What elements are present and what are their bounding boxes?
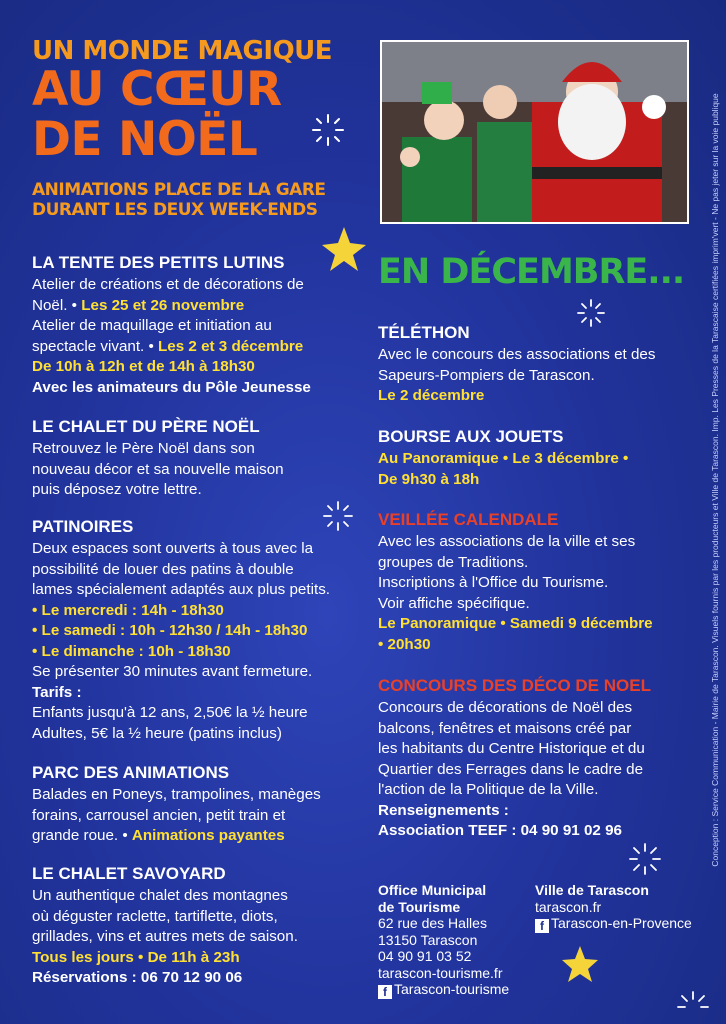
text-line: spectacle vivant. • [32, 337, 159, 355]
text-line: balcons, fenêtres et maisons créé par [378, 719, 632, 737]
schedule-line: • Le samedi : 10h - 12h30 / 14h - 18h30 [32, 622, 308, 639]
header-subtitle-2: DURANT LES DEUX WEEK-ENDS [32, 200, 318, 220]
office-website: tarascon-tourisme.fr [378, 964, 503, 981]
text-line: Adultes, 5€ la ½ heure (patins inclus) [32, 724, 282, 742]
section-parc-animations [32, 762, 340, 847]
star-icon [560, 944, 600, 984]
date-highlight: Le 2 décembre [378, 387, 485, 404]
text-line: Se présenter 30 minutes avant fermeture. [32, 663, 313, 680]
text-line: Sapeurs-Pompiers de Tarascon. [378, 366, 595, 384]
section-chalet-savoyard [32, 863, 340, 989]
text-line: possibilité de louer des patins à double [32, 560, 294, 578]
ville-tarascon-block [535, 882, 695, 933]
text-line: Avec les associations de la ville et ses [378, 533, 636, 550]
renseignements-label: Renseignements : [378, 801, 509, 819]
santa-photo [380, 40, 689, 224]
header-line-1: UN MONDE MAGIQUE [32, 36, 333, 66]
office-address: 13150 Tarascon [378, 931, 478, 948]
sparkle-icon [676, 990, 710, 1024]
text-line: où déguster raclette, tartiflette, diots, [32, 907, 278, 925]
section-tente-lutins [32, 252, 340, 398]
hours-highlight: Tous les jours • De 11h à 23h [32, 948, 240, 966]
text-line: Voir affiche spécifique. [378, 594, 530, 612]
text-line: puis déposez votre lettre. [32, 481, 202, 498]
reservation-phone: Réservations : 06 70 12 90 06 [32, 969, 243, 986]
text-line: Quartier des Ferrages dans le cadre de [378, 760, 644, 778]
text-line: grillades, vins et autres mets de saison. [32, 928, 298, 945]
en-decembre-heading: EN DÉCEMBRE... [378, 252, 685, 292]
text-line: forains, carrousel ancien, petit train et [32, 806, 286, 824]
text-line: groupes de Traditions. [378, 553, 529, 571]
text-line: Avec le concours des associations et des [378, 346, 656, 363]
ville-facebook: Tarascon-en-Provence [551, 915, 692, 931]
text-line: Atelier de maquillage et initiation au [32, 317, 272, 334]
print-credits [710, 40, 724, 920]
hours-highlight: De 9h30 à 18h [378, 470, 480, 488]
date-highlight: Le Panoramique • Samedi 9 décembre [378, 615, 653, 632]
text-line: Balades en Poneys, trampolines, manèges [32, 786, 321, 803]
text-line: Deux espaces sont ouverts à tous avec la [32, 540, 314, 557]
contact-phone: Association TEEF : 04 90 91 02 96 [378, 822, 622, 839]
tarifs-label: Tarifs : [32, 683, 82, 701]
section-title: LA TENTE DES PETITS LUTINS [32, 253, 285, 272]
section-concours-deco [378, 675, 688, 842]
section-title: TÉLÉTHON [378, 323, 470, 342]
section-patinoires [32, 516, 340, 744]
text-line: Inscriptions à l'Office du Tourisme. [378, 574, 609, 591]
section-title: LE CHALET DU PÈRE NOËL [32, 417, 260, 436]
office-facebook: Tarascon-tourisme [394, 981, 510, 997]
section-bourse-jouets [378, 426, 688, 490]
header-subtitle-1: ANIMATIONS PLACE DE LA GARE [32, 180, 326, 200]
schedule-line: • Le dimanche : 10h - 18h30 [32, 642, 231, 660]
header-line-3: DE NOËL [32, 112, 258, 167]
office-phone: 04 90 91 03 52 [378, 948, 472, 964]
text-line: Atelier de créations et de décorations de [32, 276, 304, 293]
facebook-icon: f [378, 985, 392, 999]
section-title: CONCOURS DES DÉCO DE NOEL [378, 676, 651, 695]
price-highlight: Animations payantes [131, 827, 285, 844]
office-title: de Tourisme [378, 898, 461, 915]
hours-highlight: • 20h30 [378, 635, 431, 653]
schedule-line: • Le mercredi : 14h - 18h30 [32, 601, 224, 619]
text-line: les habitants du Centre Historique et du [378, 740, 645, 757]
text-line: nouveau décor et sa nouvelle maison [32, 460, 284, 478]
sparkle-icon [628, 842, 662, 876]
text-line: l'action de la Politique de la Ville. [378, 781, 599, 798]
section-chalet-pere-noel [32, 416, 340, 501]
text-line: Noël. • [32, 296, 82, 314]
text-line: lames spécialement adaptés aux plus petits. [32, 581, 331, 598]
date-highlight: Au Panoramique • Le 3 décembre • [378, 450, 629, 467]
facebook-icon: f [535, 919, 549, 933]
office-title: Office Municipal [378, 882, 487, 898]
sparkle-icon [310, 112, 346, 148]
text-line: Enfants jusqu'à 12 ans, 2,50€ la ½ heure [32, 704, 308, 721]
section-title: PATINOIRES [32, 517, 134, 536]
office-tourisme-block [378, 882, 528, 999]
section-title: BOURSE AUX JOUETS [378, 427, 564, 446]
ville-website: tarascon.fr [535, 898, 602, 915]
section-title: LE CHALET SAVOYARD [32, 864, 226, 883]
ville-title: Ville de Tarascon [535, 882, 649, 898]
section-telethon [378, 322, 688, 407]
hours-highlight: De 10h à 12h et de 14h à 18h30 [32, 358, 255, 375]
date-highlight: Les 2 et 3 décembre [158, 337, 304, 355]
text-line: grande roue. • [32, 827, 132, 844]
text-line: Retrouvez le Père Noël dans son [32, 440, 255, 457]
date-highlight: Les 25 et 26 novembre [81, 296, 245, 314]
header-line-2: AU CŒUR [32, 62, 282, 117]
text-line: Un authentique chalet des montagnes [32, 887, 288, 904]
text-line: Concours de décorations de Noël des [378, 699, 633, 716]
section-veillee-calendale [378, 509, 688, 655]
credits-text: Conception : Service Communication - Mairie de Tarascon. Visuels fournis par les producteurs et Ville de Tarascon. Imp. Les Presses de la Tarascaise certifiées imprim'vert - Ne pas jeter sur la voie publique [710, 93, 720, 867]
office-address: 62 rue des Halles [378, 915, 487, 931]
text-line: Avec les animateurs du Pôle Jeunesse [32, 378, 311, 396]
section-title: VEILLÉE CALENDALE [378, 510, 559, 529]
section-title: PARC DES ANIMATIONS [32, 763, 230, 782]
